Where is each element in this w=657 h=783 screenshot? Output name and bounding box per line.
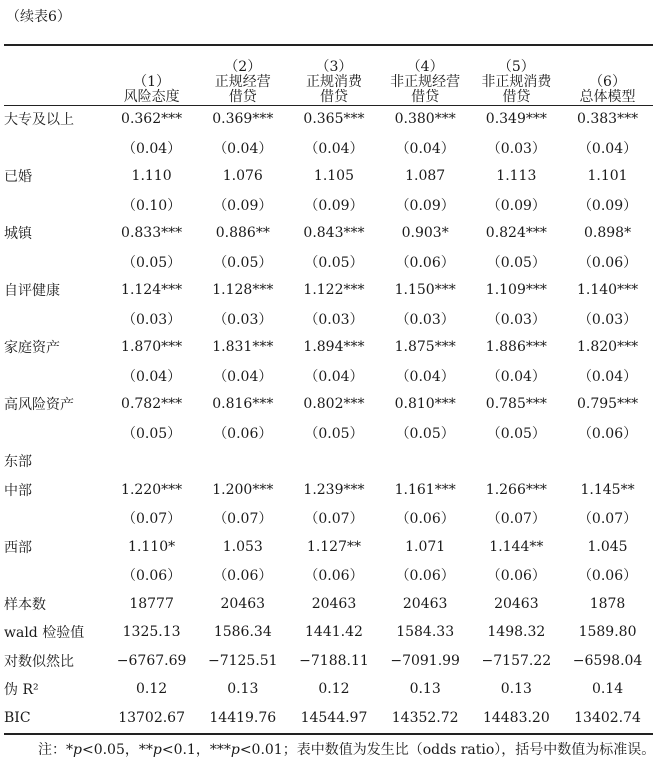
- table-cell: 1.105: [313, 168, 355, 185]
- table-cell: （0.05）: [486, 425, 546, 442]
- table-cell: 1.831***: [212, 339, 274, 356]
- table-cell: （0.05）: [304, 425, 364, 442]
- table-cell: （0.03）: [395, 311, 455, 328]
- table-cell: （0.06）: [395, 511, 455, 528]
- table-cell: （0.04）: [122, 368, 182, 385]
- row-label: 自评健康: [4, 283, 60, 300]
- table-cell: 1.144**: [489, 538, 544, 555]
- row-label: 伪 R²: [4, 682, 39, 699]
- table-cell: [471, 447, 562, 476]
- table-cell: 0.362***: [121, 111, 183, 128]
- table-note: [38, 739, 655, 759]
- table-cell: （0.06）: [577, 425, 638, 442]
- table-cell: （0.06）: [486, 568, 546, 585]
- table-cell: （0.05）: [486, 254, 546, 271]
- table-cell: 1325.13: [122, 624, 181, 641]
- header-col-2: [197, 44, 288, 105]
- table-cell: （0.07）: [486, 511, 546, 528]
- table-cell: 0.14: [591, 681, 624, 698]
- row-label: [4, 362, 106, 391]
- table-row: [4, 419, 653, 448]
- table-cell: 0.903*: [401, 225, 449, 242]
- row-label: 对数似然比: [4, 653, 74, 670]
- table-cell: 14352.72: [391, 709, 459, 726]
- table-cell: 1.087: [405, 168, 446, 185]
- table-cell: 0.369***: [212, 111, 274, 128]
- header-corner: [4, 44, 106, 105]
- row-label: [4, 305, 106, 334]
- table-cell: [562, 447, 653, 476]
- table-row: [4, 704, 653, 733]
- table-cell: 1.053: [222, 538, 263, 555]
- table-row: [4, 590, 653, 619]
- table-cell: 1.110: [131, 168, 172, 185]
- table-cell: （0.09）: [577, 197, 638, 214]
- table-cell: （0.07）: [577, 511, 638, 528]
- table-cell: （0.07）: [304, 511, 364, 528]
- table-cell: （0.06）: [395, 254, 455, 271]
- note-text: <0.05，**: [81, 742, 153, 758]
- table-cell: 1.140***: [576, 282, 639, 299]
- table-cell: [288, 447, 379, 476]
- table-cell: −7157.22: [481, 652, 552, 669]
- table-row: [4, 248, 653, 277]
- table-row: [4, 162, 653, 191]
- row-label: [4, 191, 106, 220]
- table-cell: 1.161***: [394, 481, 456, 498]
- table-cell: （0.06）: [395, 568, 455, 585]
- table-cell: 0.843***: [303, 225, 365, 242]
- table-cell: 0.816***: [212, 396, 274, 413]
- table-cell: （0.05）: [122, 425, 182, 442]
- table-cell: （0.03）: [304, 311, 364, 328]
- table-row: [4, 618, 653, 647]
- table-row: [4, 305, 653, 334]
- table-cell: 1.101: [587, 168, 628, 185]
- table-cell: 1.127**: [306, 538, 362, 555]
- table-cell: 1.266***: [485, 481, 547, 498]
- table-row: [4, 476, 653, 505]
- table-cell: 1.875***: [394, 339, 456, 356]
- table-row: [4, 504, 653, 533]
- table-cell: （0.04）: [486, 368, 546, 385]
- header-col-number: （3）: [315, 59, 353, 75]
- table-cell: 0.12: [318, 681, 350, 698]
- table-cell: −7188.11: [299, 652, 369, 669]
- table-cell: （0.10）: [122, 197, 182, 214]
- row-label: [4, 419, 106, 448]
- header-col-title: 借贷: [502, 89, 531, 105]
- row-label: [4, 504, 106, 533]
- table-cell: 1.113: [496, 168, 537, 185]
- table-cell: （0.03）: [577, 311, 638, 328]
- table-cell: 1.886***: [485, 339, 547, 356]
- table-row: [4, 675, 653, 704]
- table-cell: −7091.99: [390, 652, 460, 669]
- note-p-symbol: p: [230, 742, 240, 758]
- table-cell: （0.09）: [395, 197, 455, 214]
- table-cell: 13702.67: [118, 709, 185, 726]
- row-label: 东部: [4, 454, 32, 471]
- table-cell: （0.04）: [122, 140, 182, 157]
- table-cell: 0.13: [500, 681, 532, 698]
- table-cell: （0.06）: [213, 568, 273, 585]
- table-cell: 20463: [402, 595, 448, 612]
- regression-table: [4, 44, 653, 732]
- table-cell: 1.200***: [212, 481, 274, 498]
- table-cell: 13402.74: [574, 709, 641, 726]
- table-cell: （0.06）: [577, 568, 638, 585]
- table-cell: （0.09）: [213, 197, 273, 214]
- table-cell: 0.795***: [576, 396, 639, 413]
- table-cell: （0.05）: [213, 254, 273, 271]
- header-col-6: [562, 44, 653, 105]
- row-label: BIC: [4, 709, 31, 726]
- table-cell: −7125.51: [207, 652, 278, 669]
- table-cell: 1589.80: [578, 624, 637, 641]
- table-row: [4, 191, 653, 220]
- table-body: [4, 105, 653, 732]
- table-cell: 1.820***: [576, 339, 639, 356]
- table-cell: （0.06）: [122, 568, 182, 585]
- header-col-title: 借贷: [411, 89, 440, 105]
- table-cell: [197, 447, 288, 476]
- table-cell: （0.05）: [304, 254, 364, 271]
- header-col-title: 非正规经营: [390, 74, 461, 90]
- table-cell: 0.833***: [121, 225, 183, 242]
- table-cell: （0.03）: [486, 311, 546, 328]
- table-cell: 0.802***: [303, 396, 365, 413]
- table-cell: 14419.76: [209, 709, 277, 726]
- table-cell: （0.04）: [304, 140, 364, 157]
- table-cell: 1.150***: [394, 282, 456, 299]
- table-cell: 0.12: [136, 681, 168, 698]
- header-col-number: （5）: [497, 59, 535, 75]
- header-col-title: 借贷: [228, 89, 257, 105]
- header-col-title: 总体模型: [579, 89, 636, 105]
- table-cell: （0.06）: [304, 568, 364, 585]
- table-cell: 0.824***: [485, 225, 547, 242]
- table-cell: 0.13: [227, 681, 259, 698]
- note-text: <0.01；表中数值为发生比（odds ratio），括号中数值为标准误。: [239, 742, 656, 758]
- table-cell: （0.03）: [486, 140, 546, 157]
- row-label: 城镇: [4, 226, 32, 243]
- header-col-number: （1）: [133, 74, 171, 90]
- row-label: 已婚: [4, 169, 32, 186]
- table-cell: （0.04）: [395, 140, 455, 157]
- table-cell: 1.076: [222, 168, 263, 185]
- table-cell: （0.06）: [577, 254, 638, 271]
- table-cell: 1586.34: [213, 624, 272, 641]
- header-col-title: 正规经营: [214, 74, 271, 90]
- table-cell: 1.239***: [303, 481, 365, 498]
- table-cell: 1.122***: [303, 282, 365, 299]
- table-row: [4, 333, 653, 362]
- header-col-5: [471, 44, 562, 105]
- table-cell: （0.04）: [577, 368, 638, 385]
- table-cell: 0.383***: [576, 111, 639, 128]
- header-col-title: 正规消费: [305, 74, 362, 90]
- table-cell: 0.886**: [215, 225, 270, 242]
- table-cell: 20463: [220, 595, 266, 612]
- table-row: [4, 219, 653, 248]
- table-cell: 1878: [589, 595, 626, 612]
- row-label: [4, 561, 106, 590]
- header-col-title: 非正规消费: [481, 74, 552, 90]
- table-cell: 1.128***: [212, 282, 274, 299]
- row-label: 大专及以上: [4, 112, 74, 129]
- table-cell: 0.785***: [485, 396, 547, 413]
- table-cell: 0.782***: [121, 396, 183, 413]
- table-row: [4, 533, 653, 562]
- table-cell: （0.03）: [122, 311, 182, 328]
- table-cell: 0.898*: [583, 225, 632, 242]
- table-cell: （0.07）: [213, 511, 273, 528]
- table-cell: （0.04）: [577, 140, 638, 157]
- table-cell: 0.13: [409, 681, 441, 698]
- table-cell: 20463: [311, 595, 357, 612]
- row-label: wald 检验值: [4, 625, 85, 642]
- table-header-row: [4, 44, 653, 105]
- table-cell: 1.071: [405, 538, 446, 555]
- table-row: [4, 105, 653, 134]
- table-row: [4, 276, 653, 305]
- table-cell: （0.04）: [213, 140, 273, 157]
- table-row: [4, 134, 653, 163]
- table-cell: [106, 447, 197, 476]
- table-cell: （0.04）: [304, 368, 364, 385]
- table-cell: （0.03）: [213, 311, 273, 328]
- row-label: 中部: [4, 482, 32, 499]
- table-cell: 1584.33: [396, 624, 455, 641]
- table-cell: 18777: [129, 595, 174, 612]
- header-col-1: [106, 44, 197, 105]
- note-prefix: 注：*: [38, 742, 73, 758]
- header-col-number: （2）: [224, 59, 262, 75]
- note-p-symbol: p: [152, 742, 162, 758]
- table-cell: （0.05）: [122, 254, 182, 271]
- note-p-symbol: p: [73, 742, 82, 758]
- table-cell: 1.124***: [121, 282, 183, 299]
- table-row: [4, 647, 653, 676]
- table-row: [4, 390, 653, 419]
- table-cell: 20463: [494, 595, 539, 612]
- table-row: [4, 362, 653, 391]
- table-cell: （0.04）: [395, 368, 455, 385]
- row-label: 样本数: [4, 596, 46, 613]
- table-cell: 14483.20: [482, 709, 550, 726]
- row-label: [4, 248, 106, 277]
- table-cell: 0.365***: [303, 111, 365, 128]
- row-label: 家庭资产: [4, 340, 60, 357]
- table-cell: 1.109***: [485, 282, 547, 299]
- table-cell: 0.810***: [394, 396, 456, 413]
- table-cell: 1.220***: [121, 481, 183, 498]
- header-col-number: （6）: [589, 74, 626, 90]
- note-text: <0.1，***: [161, 742, 231, 758]
- table-cell: 1441.42: [305, 624, 363, 641]
- table-cell: 14544.97: [300, 709, 368, 726]
- table-cell: 1.045: [587, 538, 628, 555]
- table-cell: （0.09）: [304, 197, 364, 214]
- row-label: 高风险资产: [4, 397, 74, 414]
- table-cell: 1.145**: [580, 481, 635, 498]
- header-col-title: 借贷: [319, 89, 348, 105]
- row-label: 西部: [4, 539, 32, 556]
- header-col-3: [288, 44, 379, 105]
- table-cell: 0.349***: [485, 111, 547, 128]
- table-cell: [380, 447, 471, 476]
- header-col-title: 风险态度: [123, 89, 180, 105]
- table-caption: （续表6）: [6, 9, 71, 25]
- table-cell: 1.894***: [303, 339, 365, 356]
- table-cell: 0.380***: [394, 111, 456, 128]
- header-col-number: （4）: [406, 59, 444, 75]
- table-cell: （0.09）: [486, 197, 546, 214]
- row-label: [4, 134, 106, 163]
- table-cell: （0.04）: [213, 368, 273, 385]
- table-cell: −6767.69: [116, 652, 187, 669]
- table-cell: （0.06）: [213, 425, 273, 442]
- table-cell: （0.07）: [122, 511, 182, 528]
- table-cell: −6598.04: [572, 652, 643, 669]
- table-cell: （0.05）: [395, 425, 455, 442]
- table-row: [4, 561, 653, 590]
- table-cell: 1.870***: [121, 339, 183, 356]
- table-cell: 1.110*: [128, 538, 176, 555]
- table-bottom-rule: [4, 733, 653, 735]
- header-col-4: [380, 44, 471, 105]
- table-cell: 1498.32: [487, 624, 546, 641]
- table-row: [4, 447, 653, 476]
